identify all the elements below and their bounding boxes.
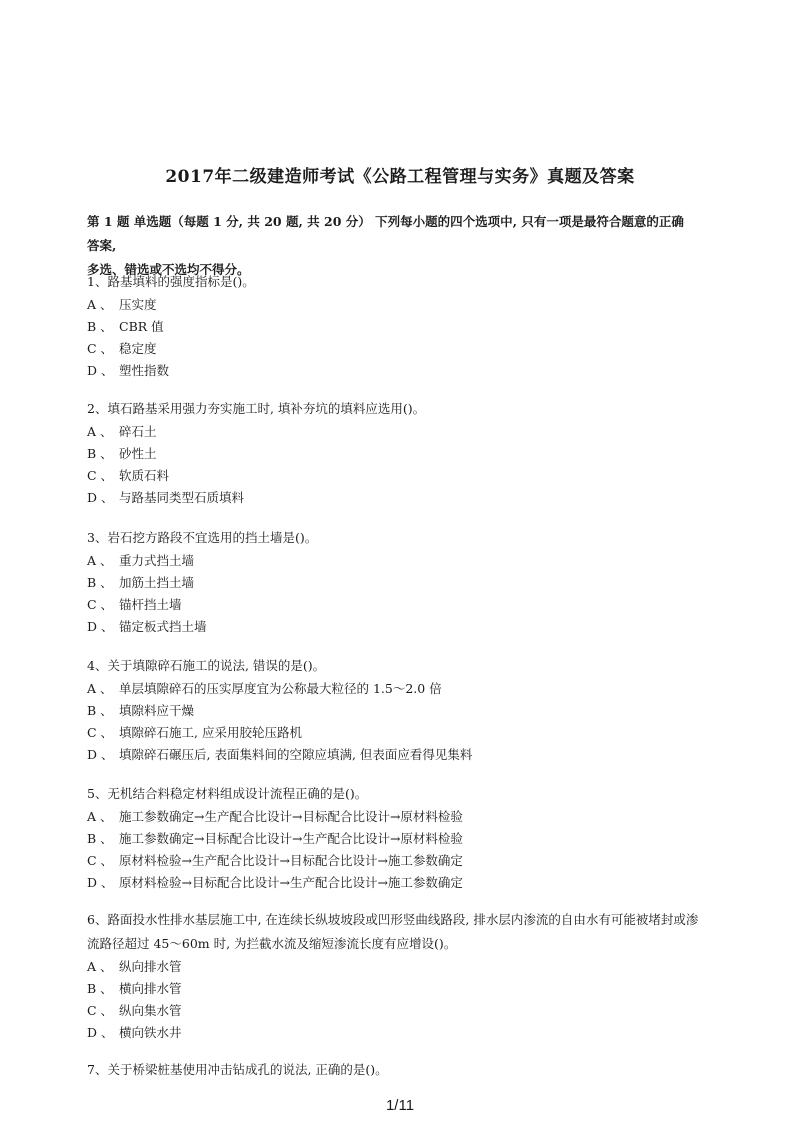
option-a xyxy=(87,421,707,443)
instructions-line-2: 多选、错选或不选均不得分。 xyxy=(87,262,250,277)
option-letter: A 、 xyxy=(87,553,113,568)
question-stem: 6、路面投水性排水基层施工中, 在连续长纵坡坡段或凹形竖曲线路段, 排水层内渗流的自由水有可能被堵封或渗流路径超过 45～60m 时, 为拦截水流及缩短渗流长度有应增设()。 xyxy=(87,912,699,951)
option-text: 单层填隙碎石的压实厚度宜为公称最大粒径的 1.5～2.0 倍 xyxy=(119,681,442,696)
option-text: 压实度 xyxy=(119,297,157,312)
option-b xyxy=(87,316,707,338)
question-stem: 7、关于桥梁桩基使用冲击钻成孔的说法, 正确的是()。 xyxy=(87,1062,388,1077)
option-text: 施工参数确定→生产配合比设计→目标配合比设计→原材料检验 xyxy=(119,809,463,824)
option-c xyxy=(87,850,707,872)
option-text: 稳定度 xyxy=(119,341,157,356)
option-d xyxy=(87,872,707,894)
option-letter: C 、 xyxy=(87,597,114,612)
question-5 xyxy=(87,782,707,894)
option-letter: C 、 xyxy=(87,1003,114,1018)
option-b xyxy=(87,978,707,1000)
option-c xyxy=(87,1000,707,1022)
option-d xyxy=(87,616,707,638)
question-3 xyxy=(87,526,707,638)
option-letter: B 、 xyxy=(87,831,113,846)
option-d xyxy=(87,360,707,382)
question-6 xyxy=(87,908,707,1044)
question-stem: 3、岩石挖方路段不宜选用的挡土墙是()。 xyxy=(87,530,318,545)
option-d xyxy=(87,1022,707,1044)
option-a xyxy=(87,956,707,978)
question-stem: 4、关于填隙碎石施工的说法, 错误的是()。 xyxy=(87,658,326,673)
option-text: 锚定板式挡土墙 xyxy=(119,619,207,634)
option-text: 填隙碎石碾压后, 表面集料间的空隙应填满, 但表面应看得见集料 xyxy=(119,747,473,762)
option-letter: D 、 xyxy=(87,1025,114,1040)
question-stem: 1、路基填料的强度指标是()。 xyxy=(87,274,255,289)
option-text: 与路基同类型石质填料 xyxy=(119,490,245,505)
option-text: 纵向排水管 xyxy=(119,959,182,974)
option-c xyxy=(87,338,707,360)
question-stem: 2、填石路基采用强力夯实施工时, 填补夯坑的填料应选用()。 xyxy=(87,401,426,416)
option-letter: C 、 xyxy=(87,853,114,868)
option-letter: A 、 xyxy=(87,681,113,696)
option-c xyxy=(87,465,707,487)
option-letter: A 、 xyxy=(87,809,113,824)
option-a xyxy=(87,550,707,572)
option-letter: C 、 xyxy=(87,725,114,740)
option-a xyxy=(87,294,707,316)
option-b xyxy=(87,443,707,465)
option-letter: A 、 xyxy=(87,424,113,439)
option-letter: D 、 xyxy=(87,363,114,378)
question-1 xyxy=(87,270,707,382)
option-letter: B 、 xyxy=(87,703,113,718)
option-letter: D 、 xyxy=(87,875,114,890)
option-text: 塑性指数 xyxy=(119,363,170,378)
option-letter: B 、 xyxy=(87,981,113,996)
option-text: 原材料检验→目标配合比设计→生产配合比设计→施工参数确定 xyxy=(119,875,463,890)
option-b xyxy=(87,828,707,850)
option-letter: A 、 xyxy=(87,959,113,974)
option-letter: C 、 xyxy=(87,341,114,356)
option-text: 纵向集水管 xyxy=(119,1003,182,1018)
option-b xyxy=(87,572,707,594)
option-text: 施工参数确定→目标配合比设计→生产配合比设计→原材料检验 xyxy=(119,831,463,846)
question-4 xyxy=(87,654,707,766)
option-text: 锚杆挡土墙 xyxy=(119,597,182,612)
option-text: 砂性土 xyxy=(119,446,157,461)
option-a xyxy=(87,806,707,828)
question-7 xyxy=(87,1058,707,1082)
instructions-line-1: 第 1 题 单选题（每题 1 分, 共 20 题, 共 20 分） 下列每小题的四个选项中, 只有一项是最符合题意的正确答案, xyxy=(87,214,684,253)
option-d xyxy=(87,744,707,766)
option-text: 填隙碎石施工, 应采用胶轮压路机 xyxy=(119,725,302,740)
option-letter: D 、 xyxy=(87,619,114,634)
option-letter: B 、 xyxy=(87,575,113,590)
option-d xyxy=(87,487,707,509)
option-text: 原材料检验→生产配合比设计→目标配合比设计→施工参数确定 xyxy=(119,853,463,868)
option-text: 横向排水管 xyxy=(119,981,182,996)
option-text: 碎石土 xyxy=(119,424,157,439)
option-letter: D 、 xyxy=(87,747,114,762)
option-letter: A 、 xyxy=(87,297,113,312)
option-text: 重力式挡土墙 xyxy=(119,553,195,568)
option-b xyxy=(87,700,707,722)
document-title: 2017年二级建造师考试《公路工程管理与实务》真题及答案 xyxy=(165,167,635,187)
page-number: 1/11 xyxy=(385,1097,415,1114)
option-letter: C 、 xyxy=(87,468,114,483)
option-letter: D 、 xyxy=(87,490,114,505)
option-c xyxy=(87,722,707,744)
option-text: 填隙料应干燥 xyxy=(119,703,195,718)
question-2 xyxy=(87,397,707,509)
option-text: 软质石料 xyxy=(119,468,170,483)
option-text: CBR 值 xyxy=(119,319,164,334)
option-text: 加筋土挡土墙 xyxy=(119,575,195,590)
option-a xyxy=(87,678,707,700)
option-letter: B 、 xyxy=(87,319,113,334)
question-stem: 5、无机结合料稳定材料组成设计流程正确的是()。 xyxy=(87,786,368,801)
option-c xyxy=(87,594,707,616)
option-letter: B 、 xyxy=(87,446,113,461)
option-text: 横向铁水井 xyxy=(119,1025,182,1040)
